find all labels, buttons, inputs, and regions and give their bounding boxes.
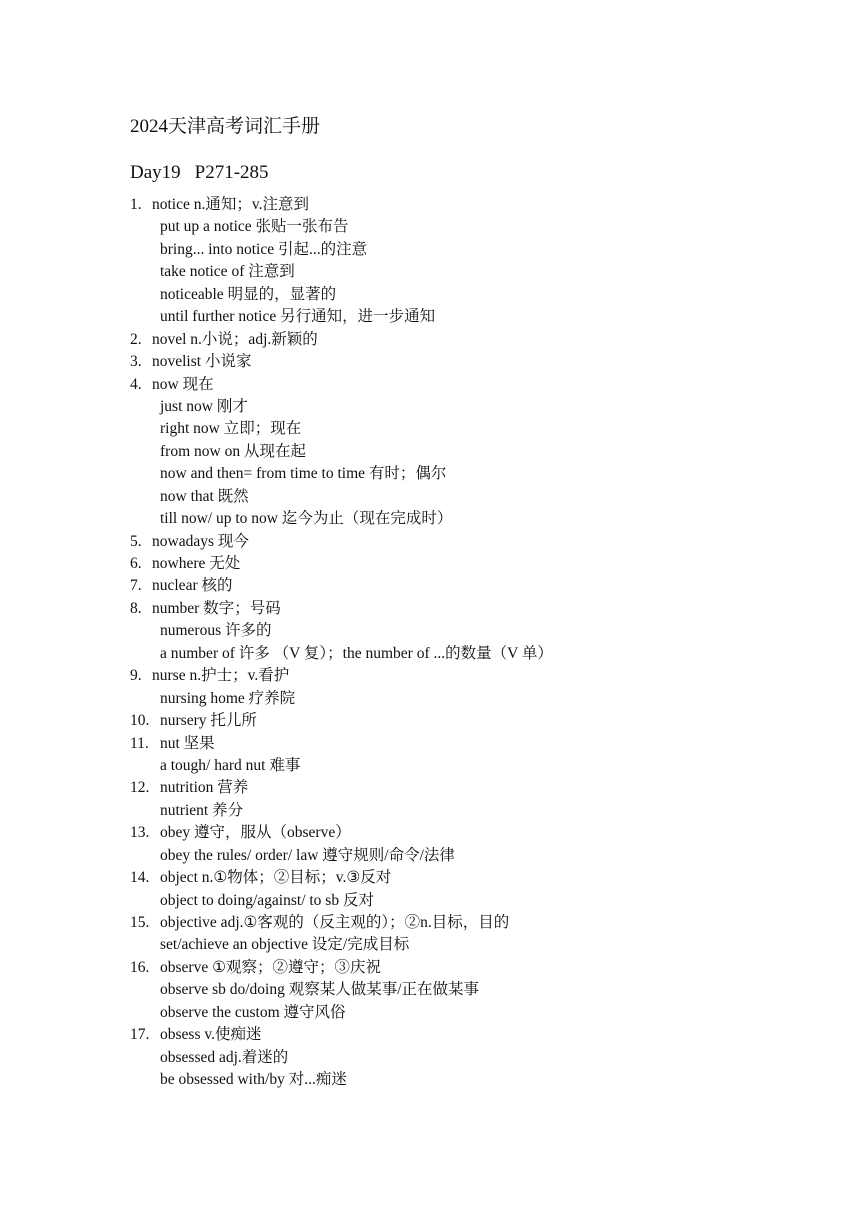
vocab-phrase (0, 239, 860, 261)
entry-headword: nursery 托儿所 (160, 712, 257, 730)
entry-headword: now 现在 (152, 375, 214, 393)
phrase-text: object to doing/against/ to sb 反对 (160, 891, 374, 909)
phrase-text: a tough/ hard nut 难事 (160, 756, 301, 774)
vocab-phrase (0, 890, 860, 912)
entry-number: 4. (130, 375, 142, 393)
phrase-text: now and then= from time to time 有时；偶尔 (160, 465, 447, 483)
vocabulary-list (0, 194, 860, 1092)
day-heading (130, 160, 269, 186)
vocab-entry (0, 822, 860, 844)
entry-headword: novelist 小说家 (152, 353, 252, 371)
vocab-phrase (0, 418, 860, 440)
vocab-phrase (0, 508, 860, 530)
phrase-text: bring... into notice 引起...的注意 (160, 240, 368, 258)
entry-number: 11. (130, 734, 149, 752)
document-title: 2024天津高考词汇手册 (130, 116, 321, 137)
phrase-text: be obsessed with/by 对...痴迷 (160, 1071, 347, 1089)
vocab-phrase (0, 1069, 860, 1091)
entry-number: 8. (130, 599, 142, 617)
vocab-entry (0, 575, 860, 597)
vocab-phrase (0, 216, 860, 238)
phrase-text: put up a notice 张贴一张布告 (160, 218, 349, 236)
phrase-text: right now 立即；现在 (160, 420, 302, 438)
vocab-phrase (0, 486, 860, 508)
vocab-entry (0, 351, 860, 373)
entry-headword: nowhere 无处 (152, 555, 241, 572)
entry-number: 15. (130, 914, 150, 931)
entry-number: 6. (130, 555, 142, 572)
phrase-text: a number of 许多 （V 复）；the number of ...的数量（V 单） (160, 644, 553, 662)
vocab-entry (0, 1024, 860, 1046)
vocab-entry (0, 374, 860, 396)
phrase-text: just now 刚才 (160, 397, 248, 415)
entry-number: 7. (130, 577, 142, 595)
vocab-phrase (0, 306, 860, 328)
vocab-entry (0, 194, 860, 216)
phrase-text: nutrient 养分 (160, 801, 244, 819)
phrase-text: numerous 许多的 (160, 622, 272, 640)
phrase-text: till now/ up to now 迄今为止（现在完成时） (160, 510, 453, 528)
phrase-text: obsessed adj.着迷的 (160, 1048, 289, 1066)
vocab-phrase (0, 800, 860, 822)
entry-number: 17. (130, 1026, 150, 1044)
phrase-text: from now on 从现在起 (160, 442, 306, 460)
entry-number: 13. (130, 824, 150, 842)
entry-headword: number 数字；号码 (152, 599, 281, 617)
entry-number: 2. (130, 330, 142, 348)
vocab-entry (0, 777, 860, 799)
entry-number: 10. (130, 712, 150, 730)
entry-headword: notice n.通知；v.注意到 (152, 196, 309, 213)
vocab-phrase (0, 845, 860, 867)
phrase-text: now that 既然 (160, 487, 249, 505)
entry-number: 16. (130, 958, 150, 976)
entry-headword: obey 遵守，服从（observe） (160, 824, 351, 842)
phrase-text: observe the custom 遵守风俗 (160, 1003, 346, 1021)
vocab-phrase (0, 284, 860, 306)
vocab-entry (0, 329, 860, 351)
entry-number: 1. (130, 196, 142, 213)
vocab-phrase (0, 261, 860, 283)
vocab-phrase (0, 934, 860, 956)
vocab-phrase (0, 1047, 860, 1069)
vocab-phrase (0, 979, 860, 1001)
entry-headword: object n.①物体；②目标；v.③反对 (160, 869, 392, 887)
entry-headword: obsess v.使痴迷 (160, 1026, 262, 1044)
entry-headword: nurse n.护士；v.看护 (152, 667, 290, 685)
vocab-phrase (0, 396, 860, 418)
vocab-entry (0, 531, 860, 553)
vocab-phrase (0, 441, 860, 463)
phrase-text: nursing home 疗养院 (160, 689, 296, 707)
page-range: P271-285 (194, 162, 269, 183)
vocab-phrase (0, 620, 860, 642)
entry-headword: nuclear 核的 (152, 577, 233, 595)
entry-number: 3. (130, 353, 142, 371)
vocab-phrase (0, 1002, 860, 1024)
vocab-entry (0, 912, 860, 934)
entry-number: 12. (130, 779, 150, 797)
vocab-phrase (0, 643, 860, 665)
vocab-phrase (0, 463, 860, 485)
entry-headword: nut 坚果 (160, 734, 215, 752)
phrase-text: set/achieve an objective 设定/完成目标 (160, 936, 410, 954)
vocab-entry (0, 665, 860, 687)
phrase-text: take notice of 注意到 (160, 263, 295, 281)
entry-headword: nutrition 营养 (160, 779, 249, 797)
entry-headword: observe ①观察；②遵守；③庆祝 (160, 958, 381, 976)
vocab-entry (0, 957, 860, 979)
entry-headword: nowadays 现今 (152, 532, 249, 550)
vocab-phrase (0, 688, 860, 710)
entry-number: 5. (130, 532, 142, 550)
phrase-text: until further notice 另行通知，进一步通知 (160, 308, 436, 326)
vocab-phrase (0, 755, 860, 777)
day-label: Day19 (130, 162, 181, 183)
entry-headword: novel n.小说；adj.新颖的 (152, 330, 318, 348)
entry-number: 9. (130, 667, 142, 685)
vocab-entry (0, 710, 860, 732)
vocab-entry (0, 553, 860, 575)
entry-number: 14. (130, 869, 150, 887)
vocab-entry (0, 598, 860, 620)
entry-headword: objective adj.①客观的（反主观的）；②n.目标，目的 (160, 914, 510, 931)
phrase-text: noticeable 明显的，显著的 (160, 285, 337, 303)
vocab-entry (0, 867, 860, 889)
phrase-text: observe sb do/doing 观察某人做某事/正在做某事 (160, 981, 480, 999)
vocab-entry (0, 733, 860, 755)
phrase-text: obey the rules/ order/ law 遵守规则/命令/法律 (160, 846, 455, 864)
